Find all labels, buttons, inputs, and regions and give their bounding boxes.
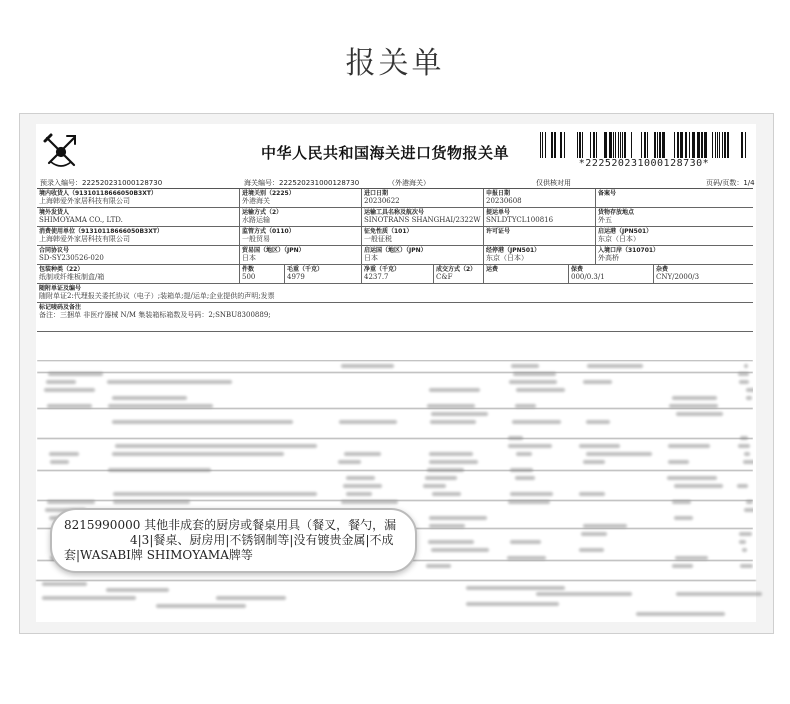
misc-fee-value: CNY/2000/3 [656, 273, 700, 281]
package-value: 纸制或纤维板制盒/箱 [39, 273, 105, 281]
consignee-label: 境内收货人（91310118666050B3XT） [39, 190, 157, 197]
barcode-number: *222520231000128730* [578, 158, 710, 169]
transport-name-label: 运输工具名称及航次号 [364, 209, 425, 216]
consumer-value: 上海韩爱外家居科技有限公司 [39, 235, 130, 243]
pre-entry-number: 预录入编号：222520231000128730 [40, 179, 163, 187]
entry-port-value: 外港海关 [242, 197, 270, 205]
transport-mode-label: 运输方式（2） [242, 209, 283, 216]
transit-port-label: 经停港（JPN501） [486, 247, 541, 254]
net-weight-label: 净重（千克） [364, 266, 401, 273]
consignee-value: 上海韩爱外家居科技有限公司 [39, 197, 130, 205]
consumer-label: 消费使用单位（91310118666050B3XT） [39, 228, 163, 235]
barcode [539, 132, 749, 158]
misc-fee-label: 杂费 [656, 266, 669, 273]
bill-no-label: 提运单号 [486, 209, 511, 216]
bill-no-value: SNLDTYCL100816 [486, 216, 554, 224]
callout-line-1: 8215990000 其他非成套的厨房或餐桌用具（餐叉，餐勺，漏 [64, 518, 397, 532]
customs-number: 海关编号：222520231000128730 [244, 179, 360, 187]
overseas-shipper-label: 境外发货人 [39, 209, 70, 216]
storage-label: 货物存放地点 [598, 209, 635, 216]
import-date-value: 20230622 [364, 197, 400, 205]
license-label: 许可证号 [486, 228, 511, 235]
package-label: 包装种类（22） [39, 266, 84, 273]
attached-docs-label: 随附单证及编号 [39, 285, 82, 292]
copy-note: 仅供核对用 [536, 179, 571, 187]
import-date-label: 进口日期 [364, 190, 389, 197]
record-no-value [598, 197, 751, 206]
departure-port-label: 启运港（JPN501） [598, 228, 653, 235]
marks-label: 标记唛码及备注 [39, 304, 82, 311]
origin-country-label: 启运国（地区）（JPN） [364, 247, 427, 254]
contract-label: 合同协议号 [39, 247, 70, 254]
attached-docs-value: 随附单证2:代理报关委托协议（电子）;装箱单;提/运单;企业提供的声明;发票 [39, 292, 275, 300]
callout-line-3: 套|WASABI牌 SHIMOYAMA牌等 [64, 548, 253, 562]
overseas-shipper-value: SHIMOYAMA CO., LTD. [39, 216, 123, 224]
gross-weight-label: 毛重（千克） [287, 266, 324, 273]
trade-country-label: 贸易国（地区）（JPN） [242, 247, 305, 254]
pieces-label: 件数 [242, 266, 255, 273]
declaration-grid [37, 188, 753, 332]
supervision-value: 一般贸易 [242, 235, 270, 243]
departure-port-value: 东京（日本） [598, 235, 640, 243]
declare-date-value: 20230608 [486, 197, 522, 205]
insurance-label: 保费 [571, 266, 584, 273]
grid-row [37, 208, 753, 227]
storage-value: 外五 [598, 216, 612, 224]
gross-weight-value: 4979 [287, 273, 305, 281]
callout-text [64, 518, 409, 563]
record-no-label: 备案号 [598, 190, 617, 197]
marks-value: 备注：三捆单 非医疗器械 N/M 集装箱标箱数及号码：2;SNBU8300889; [39, 311, 271, 319]
levy-value: 一般征税 [364, 235, 392, 243]
grid-row [37, 265, 753, 284]
net-weight-value: 4237.7 [364, 273, 389, 281]
customs-office: （外港海关） [388, 179, 430, 187]
transit-port-value: 东京（日本） [486, 254, 528, 262]
attached-docs [37, 284, 753, 303]
blurred-footer [36, 578, 756, 622]
pieces-value: 500 [242, 273, 256, 281]
license-value [486, 235, 593, 244]
deal-mode-value: C&F [436, 273, 453, 281]
insurance-value: 000/0.3/1 [571, 273, 605, 281]
page-title: 报关单 [345, 46, 445, 81]
grid-row [37, 227, 753, 246]
marks-remarks [37, 303, 753, 332]
contract-value: SD-SY230526-020 [39, 254, 104, 262]
trade-country-value: 日本 [242, 254, 256, 262]
document-title: 中华人民共和国海关进口货物报关单 [261, 144, 510, 162]
entry-port-label: 进境关别（2225） [242, 190, 295, 197]
transport-name-value: SINOTRANS SHANGHAI/2322W [364, 216, 481, 224]
origin-country-value: 日本 [364, 254, 378, 262]
grid-row [37, 246, 753, 265]
transport-mode-value: 水路运输 [242, 216, 270, 224]
levy-label: 征免性质（101） [364, 228, 413, 235]
customs-emblem-icon [41, 132, 81, 170]
page-indicator: 页码/页数：1/4 [706, 179, 755, 187]
freight-label: 运费 [486, 266, 499, 273]
declare-date-label: 申报日期 [486, 190, 511, 197]
deal-mode-label: 成交方式（2） [436, 266, 477, 273]
entry-point-value: 外高桥 [598, 254, 619, 262]
supervision-label: 监管方式（0110） [242, 228, 295, 235]
entry-point-label: 入境口岸（310701） [598, 247, 660, 254]
freight-value [486, 273, 566, 282]
grid-row [37, 189, 753, 208]
callout-line-2: 4|3|餐桌、厨房用|不锈钢制等|没有镀贵金属|不成 [130, 533, 394, 547]
